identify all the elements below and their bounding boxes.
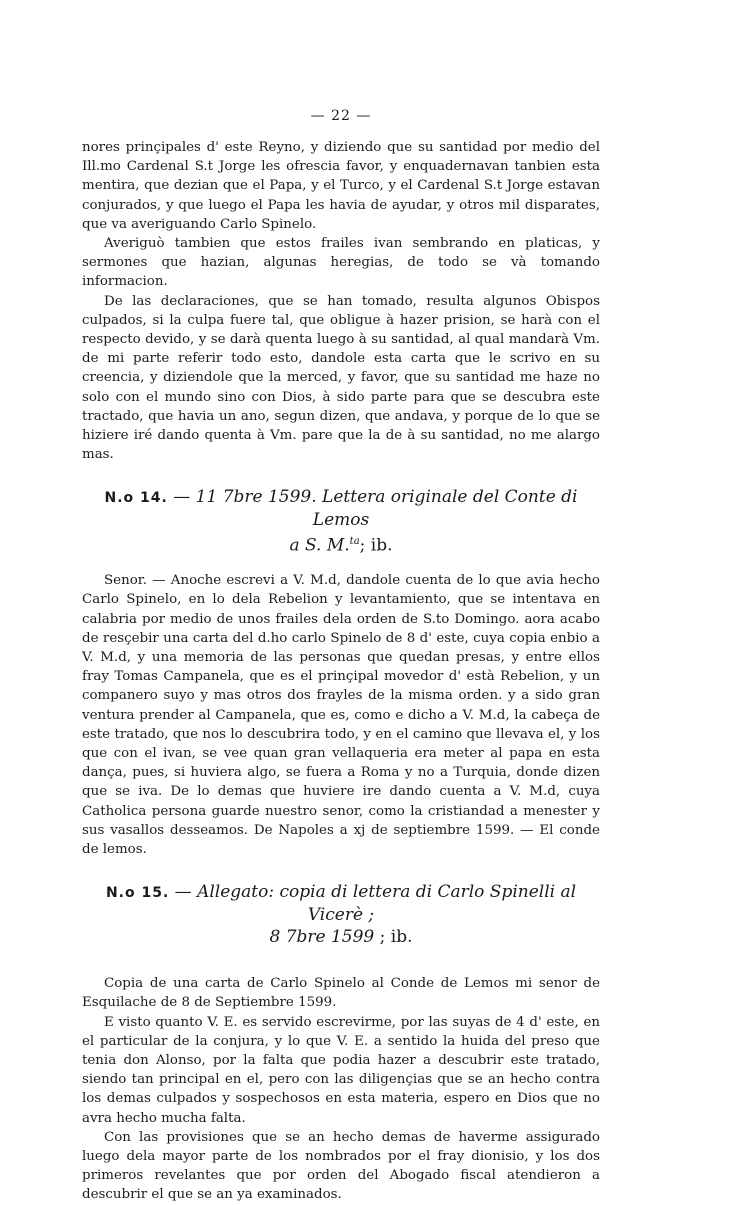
paragraph-intro-1: nores prinçipales d' este Reyno, y diziendo que su santidad por medio del Ill.mo Cardenal S.t Jorge les ofrescia favor, y enquadernavan tanbien esta mentira, que dezian que el Papa, y el Turco, y el Cardenal S.t Jorge estavan conjurados, y que luego el Papa les havia de ayudar, y otros mil disparates, que va averiguando Carlo Spinelo. bbox=[82, 140, 600, 232]
section-heading-14 bbox=[82, 486, 600, 557]
paragraph-intro-2: Averiguò tambien que estos frailes ivan sembrando en platicas, y sermones que hazian, algunas heregias, de todo se và tomando informacion. bbox=[82, 236, 600, 290]
heading-title-line2: a S. M. bbox=[289, 536, 350, 557]
letter-paragraph-14: Senor. — Anoche escrevi a V. M.d, dandole cuenta de lo que avia hecho Carlo Spinelo, en lo dela Rebelion y levantamiento, que se intentava en calabria por medio de unos frailes dela orden de S.to Domingo. aora acabo de resçebir una carta del d.ho carlo Spinelo de 8 d' este, cuya copia enbio a V. M.d, y una memoria de las personas que quedan presas, y entre ellos fray Tomas Campanela, que es el prinçipal movedor d' està Rebelion, y un companero suyo y mas otros dos frayles de la misma orden. y a sido gran ventura prender al Campanela, que es, como e dicho a V. M.d, la cabeça de este tratado, que nos lo descubrira todo, y en el camino que llevava el, y los que con el ivan, se vee quan gran vellaqueria era meter al papa en esta dança, pues, si huviera algo, se fuera a Roma y no a Turquia, donde dizen que se iva. De lo demas que huviere ire dando cuenta a V. M.d, cuya Catholica persona guarde nuestro senor, como la cristiandad a menester y sus vasallos desseamos. De Napoles a xj de septiembre 1599. — El conde de lemos. bbox=[82, 573, 600, 857]
document-page bbox=[82, 108, 600, 1205]
letter-paragraph-15-1: Copia de una carta de Carlo Spinelo al Conde de Lemos mi senor de Esquilache de 8 de Septiembre 1599. bbox=[82, 976, 600, 1011]
heading-title-line1: Allegato: copia di lettera di Carlo Spinelli al Vicerè ; bbox=[197, 882, 577, 926]
section-number: N.o 15. bbox=[105, 885, 170, 902]
page-number: — 22 — bbox=[310, 108, 372, 124]
heading-title-line1: 11 7bre 1599. Lettera originale del Conte di Lemos bbox=[195, 487, 578, 531]
letter-paragraph-15-2: E visto quanto V. E. es servido escrevirme, por las suyas de 4 d' este, en el particular de la conjura, y lo que V. E. a sentido la huida del preso que tenia don Alonso, por la falta que podia hazer a descubrir este tratado, siendo tan principal en el, pero con las diligençias que se an hecho contra los demas culpados y sospechosos en esta materia, espero en Dios que no avra hecho mucha falta. bbox=[82, 1014, 600, 1126]
heading-dash: — bbox=[173, 487, 191, 508]
section-heading-15 bbox=[82, 881, 600, 948]
heading-dash: — bbox=[174, 882, 192, 903]
letter-paragraph-15-3: Con las provisiones que se an hecho demas de haverme assigurado luego dela mayor parte de los nombrados por el fray dionisio, y los dos primeros revelantes que por orden del Abogado fiscal atendieron a descubrir el que se an ya examinados. bbox=[82, 1129, 600, 1203]
heading-ref: ; ib. bbox=[359, 536, 393, 557]
paragraph-intro-3: De las declaraciones, que se han tomado, resulta algunos Obispos culpados, si la culpa fuere tal, que obligue à hazer prision, se harà con el respecto devido, y se darà quenta luego à su santidad, al qual mandarà Vm. de mi parte referir todo esto, dandole esta carta que le scrivo en su creencia, y diziendole que la merced, y favor, que su santidad me haze no solo con el mundo sino con Dios, à sido parte para que se descubra este tractado, que havia un ano, segun dizen, que andava, y porque de lo que se hiziere iré dando quenta à Vm. pare que la de à su santidad, no me alargo mas. bbox=[82, 293, 600, 463]
heading-superscript: ta bbox=[349, 536, 360, 548]
heading-title-line2: 8 7bre 1599 bbox=[269, 927, 375, 948]
section-number: N.o 14. bbox=[104, 490, 168, 507]
heading-ref: ; ib. bbox=[379, 927, 413, 948]
